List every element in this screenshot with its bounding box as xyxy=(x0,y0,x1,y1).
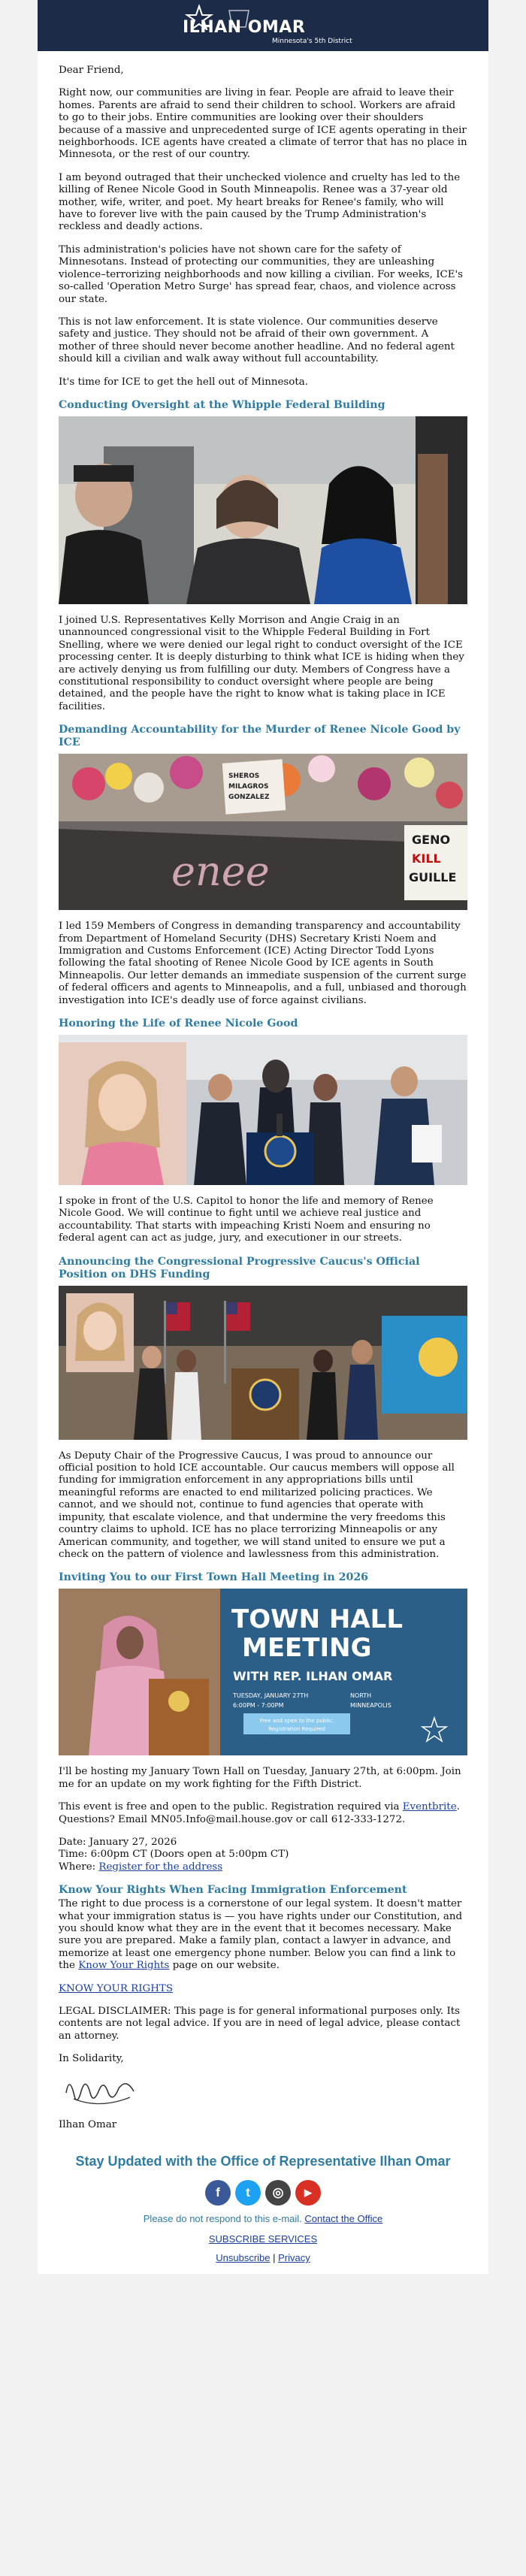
section-heading: Honoring the Life of Renee Nicole Good xyxy=(59,1017,298,1030)
section-body: I spoke in front of the U.S. Capitol to honor the life and memory of Renee Nicole Good. We will continue to fight until we achieve real justice and accountability. That starts with impeaching Kristi Noem and ensuring no federal agent can act as judge, jury, and executioner in our streets. xyxy=(59,1196,434,1244)
intro-paragraph: This administration's policies have not shown care for the safety of Minnesotans. Instead of protecting our communities, they are unleashing violence–terrorizing neighborhoods and now killing a civilian. For weeks, ICE's so-called 'Operation Metro Surge' has spread fear, chaos, and violence across our state. xyxy=(59,243,464,305)
eventbrite-link[interactable]: Eventbrite xyxy=(402,1801,457,1813)
greeting: Dear Friend, xyxy=(59,65,124,76)
poster-date: TUESDAY, JANUARY 27TH xyxy=(233,1692,309,1700)
section-body: I led 159 Members of Congress in demanding transparency and accountability from Department of Homeland Security (DHS) Secretary Kristi Noem and Immigration and Customs Enforcement (ICE) Acting Director Todd Lyons following the fatal shooting of Renee Nicole Good by ICE agents in South Minneapolis. Our letter demands an immediate suspension of the current surge of federal officers and agents to Minneapolis, and a full, unbiased and thorough investigation into ICE's deadly use of force against civilians. xyxy=(59,921,467,1006)
townhall-time: Time: 6:00pm CT (Doors open at 5:00pm CT) xyxy=(59,1849,289,1861)
townhall-body: I'll be hosting my January Town Hall on Tuesday, January 27th, at 6:00pm. Join me for an update on my work fighting for the Fifth District. xyxy=(59,1766,461,1790)
email-page xyxy=(38,0,488,2274)
intro-paragraph: I am beyond outraged that their unchecked violence and cruelty has led to the killing of Renee Nicole Good in South Minneapolis. Renee was a 37-year old mother, wife, writer, and poet. My heart breaks for Renee's family, who will have to forever live with the pain caused by the Trump Administration's reckless and deadly actions. xyxy=(59,171,461,233)
footer-separator: | xyxy=(273,2252,276,2264)
unsubscribe-link[interactable]: Unsubscribe xyxy=(216,2252,271,2264)
poster-title: TOWN HALL xyxy=(231,1604,403,1635)
memorial-sign-text: GENO xyxy=(412,833,451,848)
poster-place: MINNEAPOLIS xyxy=(350,1702,391,1710)
signature-image xyxy=(59,2070,467,2116)
poster-with: WITH REP. ILHAN OMAR xyxy=(233,1669,393,1684)
know-your-rights-link[interactable]: KNOW YOUR RIGHTS xyxy=(59,1982,174,1994)
section-body: I joined U.S. Representatives Kelly Morrison and Angie Craig in an unannounced congressional visit to the Whipple Federal Building in Fort Snelling, where we were denied our legal right to conduct oversight of the ICE processing center. It is deeply disturbing to think what ICE is hiding when they are actively denying us from fulfilling our duty. Members of Congress have a constitutional responsibility to conduct oversight where people are being detained, and the people have the right to know what is taking place in ICE facilities. xyxy=(59,614,464,712)
section-heading: Announcing the Congressional Progressive Caucus's Official Position on DHS Funding xyxy=(59,1255,420,1280)
logo-name: ILHAN OMAR xyxy=(183,18,306,37)
logo-district: Minnesota's 5th District xyxy=(272,38,352,45)
youtube-icon[interactable]: ▶ xyxy=(295,2180,321,2206)
townhall-registration-text: This event is free and open to the public. Registration required via xyxy=(59,1801,403,1813)
oversight-photo xyxy=(59,416,467,604)
townhall-poster xyxy=(59,1589,467,1755)
caucus-photo xyxy=(59,1286,467,1440)
intro-paragraph: This is not law enforcement. It is state violence. Our communities deserve safety and justice. They should not be afraid of their own government. A mother of three should never become another headline. And no federal agent should kill a civilian and walk away without full accountability. xyxy=(59,316,455,365)
poster-time: 6:00PM - 7:00PM xyxy=(233,1702,284,1710)
intro-paragraph: It's time for ICE to get the hell out of Minnesota. xyxy=(59,376,308,388)
townhall-registration xyxy=(59,1801,467,1826)
townhall-contact-text: . Questions? Email MN05.Info@mail.house.gov or call 612-333-1272. xyxy=(59,1801,460,1825)
capitol-photo xyxy=(59,1035,467,1185)
rights-text-end: page on our website. xyxy=(169,1960,280,1972)
closing: In Solidarity, xyxy=(59,2053,124,2065)
header-banner xyxy=(38,0,488,51)
twitter-icon[interactable]: t xyxy=(235,2180,261,2206)
facebook-icon[interactable]: f xyxy=(205,2180,231,2206)
poster-title: MEETING xyxy=(242,1633,372,1664)
townhall-details xyxy=(59,1837,467,1873)
memorial-sign-text: GUILLE xyxy=(409,870,457,885)
footer xyxy=(38,2142,488,2274)
section-heading: Inviting You to our First Town Hall Meeting in 2026 xyxy=(59,1571,369,1584)
stay-updated-heading: Stay Updated with the Office of Representative Ilhan Omar xyxy=(75,2154,451,2169)
section-heading: Conducting Oversight at the Whipple Federal Building xyxy=(59,398,385,411)
memorial-sign-text: GONZALEZ xyxy=(228,794,270,802)
know-your-rights-inline-link[interactable]: Know Your Rights xyxy=(78,1960,170,1972)
rights-text: The right to due process is a cornerstone of our legal system. It doesn't matter what your immigration status is — you have rights under our Constitution, and you should know what they are in the event that it becomes necessary. Make sure you are prepared. Make a family plan, contact a lawyer in advance, and memorize at least one emergency phone number. Below you can find a link to the xyxy=(59,1898,463,1972)
poster-place: NORTH xyxy=(350,1692,372,1700)
letter-body xyxy=(38,51,488,2131)
memorial-sign-text: KILL xyxy=(412,851,441,866)
section-body: As Deputy Chair of the Progressive Caucus, I was proud to announce our official position to hold ICE accountable. Our caucus members will oppose all funding for immigration enforcement in any appropriations bills until meaningful reforms are enacted to end militarized policing practices. We cannot, and we should not, continue to fund agencies that operate with impunity, that escalate violence, and that undermine the very freedoms this country claims to uphold. ICE has no place terrorizing Minneapolis or any American community, and together, we will stand united to ensure we put a check on the pattern of violence and lawlessness from this administration. xyxy=(59,1450,455,1560)
signer-name: Ilhan Omar xyxy=(59,2119,117,2131)
legal-disclaimer: LEGAL DISCLAIMER: This page is for general informational purposes only. Its contents are not legal advice. If you are in need of legal advice, please contact an attorney. xyxy=(59,2006,461,2042)
memorial-photo xyxy=(59,754,467,910)
townhall-where xyxy=(59,1861,467,1873)
register-address-link[interactable]: Register for the address xyxy=(98,1861,223,1873)
chalk-writing: enee xyxy=(171,848,270,896)
memorial-sign-text: SHEROS xyxy=(228,772,260,781)
subscribe-services-link[interactable]: SUBSCRIBE SERVICES xyxy=(208,2233,318,2245)
section-heading: Know Your Rights When Facing Immigration Enforcement xyxy=(59,1884,407,1897)
townhall-date: Date: January 27, 2026 xyxy=(59,1836,177,1848)
no-reply-note xyxy=(38,2213,488,2224)
footer-links xyxy=(38,2252,488,2263)
no-reply-text: Please do not respond to this e-mail. xyxy=(143,2213,302,2225)
poster-free: Registration Required xyxy=(268,1726,325,1733)
social-links xyxy=(38,2180,488,2206)
privacy-link[interactable]: Privacy xyxy=(278,2252,310,2264)
rights-body xyxy=(59,1898,467,1972)
intro-paragraph: Right now, our communities are living in fear. People are afraid to leave their homes. Parents are afraid to send their children to school. Workers are afraid to go to their jobs. Entire communities are looking over their shoulders because of a massive and unprecedented surge of ICE agents operating in their neighborhoods. ICE agents have created a climate of terror that has no place in Minnesota, or the rest of our country. xyxy=(59,87,467,161)
section-heading: Demanding Accountability for the Murder of Renee Nicole Good by ICE xyxy=(59,724,461,749)
where-label: Where: xyxy=(59,1861,99,1873)
poster-free: Free and open to the public. xyxy=(259,1718,334,1725)
contact-office-link[interactable]: Contact the Office xyxy=(304,2213,383,2225)
memorial-sign-text: MILAGROS xyxy=(228,783,269,791)
instagram-icon[interactable]: ◎ xyxy=(265,2180,291,2206)
